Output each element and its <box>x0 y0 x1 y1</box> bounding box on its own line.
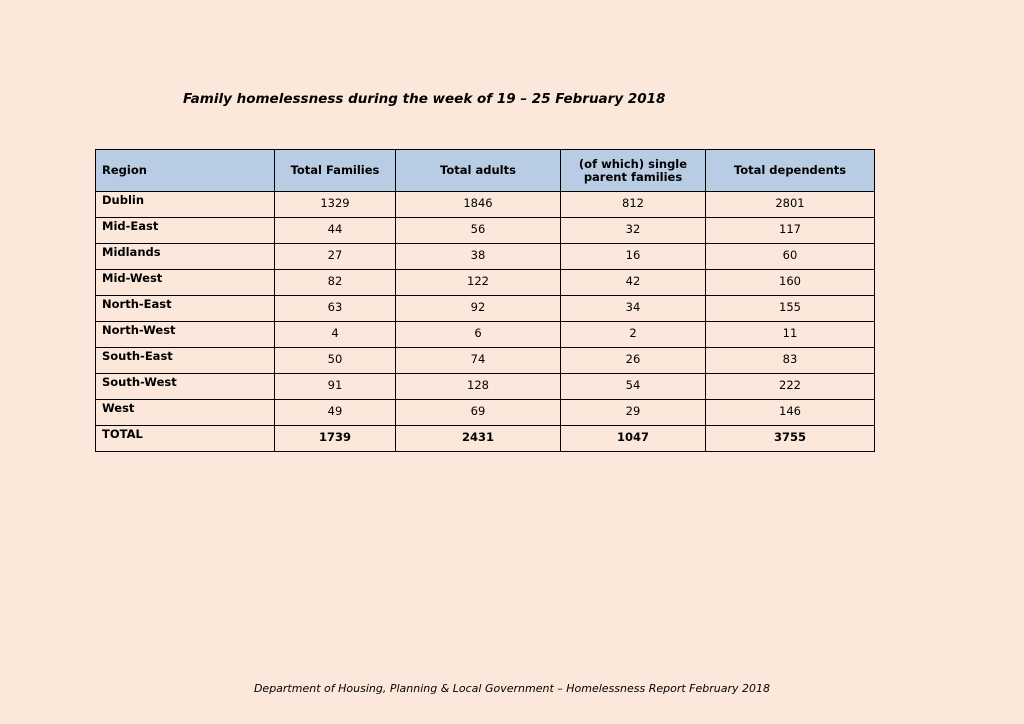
table-row <box>96 270 875 296</box>
total-dependents-cell: 83 <box>706 348 875 374</box>
table-row <box>96 218 875 244</box>
table-header-row <box>96 150 875 192</box>
header-total-dependents: Total dependents <box>706 150 875 192</box>
total-dependents-cell: 160 <box>706 270 875 296</box>
total-adults-sum: 2431 <box>396 426 561 452</box>
total-adults-cell: 92 <box>396 296 561 322</box>
total-families-cell: 44 <box>275 218 396 244</box>
single-parent-sum: 1047 <box>561 426 706 452</box>
region-cell: North-East <box>96 296 275 322</box>
total-families-cell: 63 <box>275 296 396 322</box>
total-dependents-cell: 2801 <box>706 192 875 218</box>
single-parent-cell: 34 <box>561 296 706 322</box>
homelessness-table <box>95 149 875 452</box>
region-cell: South-East <box>96 348 275 374</box>
total-adults-cell: 1846 <box>396 192 561 218</box>
single-parent-cell: 29 <box>561 400 706 426</box>
page-title: Family homelessness during the week of 19 – 25 February 2018 <box>183 91 666 107</box>
total-adults-cell: 6 <box>396 322 561 348</box>
region-cell: Mid-West <box>96 270 275 296</box>
total-adults-cell: 38 <box>396 244 561 270</box>
total-families-sum: 1739 <box>275 426 396 452</box>
single-parent-cell: 54 <box>561 374 706 400</box>
header-total-adults: Total adults <box>396 150 561 192</box>
table-row <box>96 296 875 322</box>
table-row <box>96 192 875 218</box>
table-row <box>96 322 875 348</box>
total-families-cell: 27 <box>275 244 396 270</box>
total-row <box>96 426 875 452</box>
single-parent-cell: 32 <box>561 218 706 244</box>
header-total-families: Total Families <box>275 150 396 192</box>
total-families-cell: 1329 <box>275 192 396 218</box>
total-dependents-cell: 11 <box>706 322 875 348</box>
region-cell: West <box>96 400 275 426</box>
total-dependents-cell: 155 <box>706 296 875 322</box>
single-parent-cell: 812 <box>561 192 706 218</box>
region-cell: Midlands <box>96 244 275 270</box>
header-single-parent-families: (of which) single parent families <box>561 150 706 192</box>
total-adults-cell: 74 <box>396 348 561 374</box>
table-row <box>96 348 875 374</box>
total-adults-cell: 128 <box>396 374 561 400</box>
single-parent-cell: 42 <box>561 270 706 296</box>
total-families-cell: 50 <box>275 348 396 374</box>
header-region: Region <box>96 150 275 192</box>
total-dependents-cell: 222 <box>706 374 875 400</box>
total-dependents-cell: 60 <box>706 244 875 270</box>
single-parent-cell: 16 <box>561 244 706 270</box>
table-row <box>96 374 875 400</box>
single-parent-cell: 26 <box>561 348 706 374</box>
total-families-cell: 49 <box>275 400 396 426</box>
total-families-cell: 82 <box>275 270 396 296</box>
single-parent-cell: 2 <box>561 322 706 348</box>
total-dependents-cell: 117 <box>706 218 875 244</box>
total-adults-cell: 69 <box>396 400 561 426</box>
region-cell: Dublin <box>96 192 275 218</box>
total-adults-cell: 56 <box>396 218 561 244</box>
total-families-cell: 91 <box>275 374 396 400</box>
page-footer: Department of Housing, Planning & Local Government – Homelessness Report February 2018 <box>253 682 771 695</box>
table-row <box>96 244 875 270</box>
region-cell: Mid-East <box>96 218 275 244</box>
table-row <box>96 400 875 426</box>
total-dependents-sum: 3755 <box>706 426 875 452</box>
total-families-cell: 4 <box>275 322 396 348</box>
total-dependents-cell: 146 <box>706 400 875 426</box>
total-label-cell: TOTAL <box>96 426 275 452</box>
total-adults-cell: 122 <box>396 270 561 296</box>
region-cell: South-West <box>96 374 275 400</box>
region-cell: North-West <box>96 322 275 348</box>
